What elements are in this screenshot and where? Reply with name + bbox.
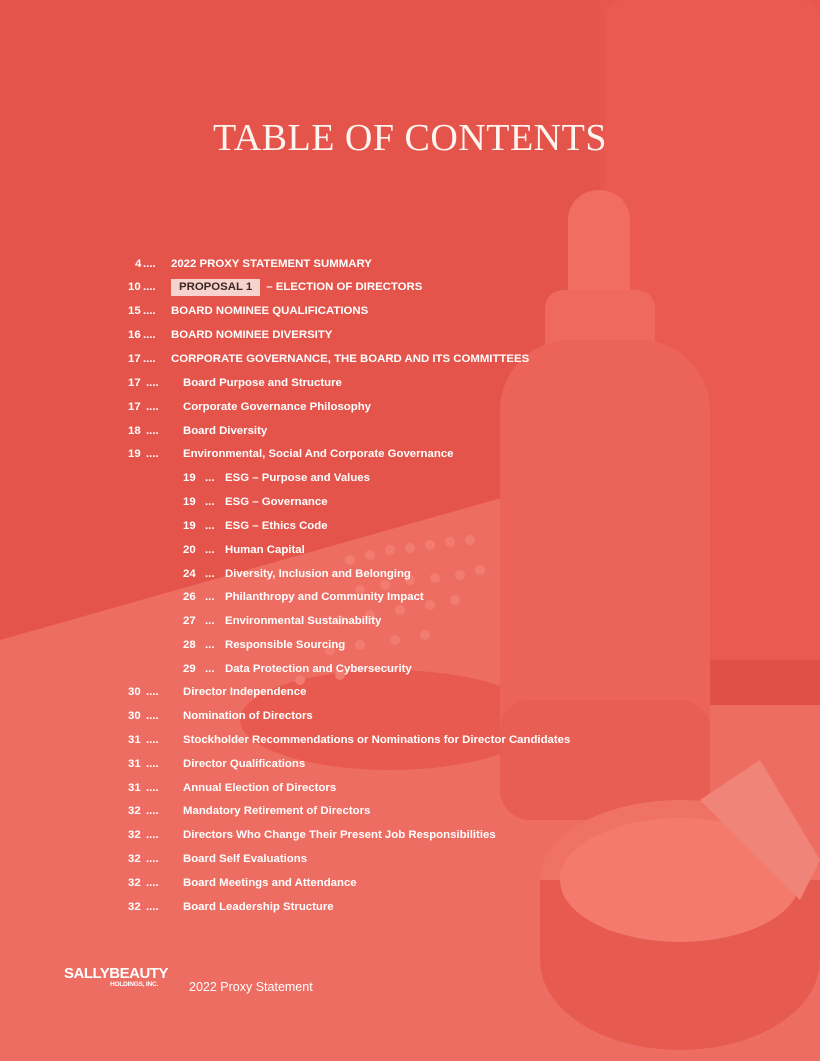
toc-page-number: 31 [128,734,141,746]
toc-page-number: 32 [128,853,141,865]
toc-entry[interactable] [0,398,640,416]
toc-page-number: 17 [128,377,141,389]
logo-subtitle: HOLDINGS, INC. [110,981,159,988]
toc-leader-dots: .... [143,329,156,341]
toc-page-number: 17 [128,353,141,365]
toc-page-number: 32 [128,901,141,913]
toc-leader-dots: .... [146,877,159,889]
toc-entry[interactable] [0,850,640,868]
toc-page-number: 16 [128,329,141,341]
toc-label: Board Purpose and Structure [183,377,342,389]
toc-leader-dots: .... [146,901,159,913]
toc-page-number: 32 [128,805,141,817]
toc-entry[interactable] [0,612,640,630]
toc-label: CORPORATE GOVERNANCE, THE BOARD AND ITS COMMITTEES [171,353,530,365]
toc-entry[interactable] [0,802,640,820]
toc-entry[interactable] [0,588,640,606]
toc-entry[interactable] [0,874,640,892]
toc-entry[interactable] [0,826,640,844]
toc-entry[interactable] [0,374,640,392]
company-logo [64,966,168,989]
toc-page-number: 32 [128,877,141,889]
toc-leader-dots: ... [205,663,215,675]
toc-leader-dots: .... [143,305,156,317]
toc-label: Mandatory Retirement of Directors [183,805,371,817]
toc-leader-dots: ... [205,615,215,627]
toc-page-number: 20 [183,544,196,556]
toc-entry[interactable] [0,707,640,725]
toc-leader-dots: .... [146,710,159,722]
toc-leader-dots: .... [146,686,159,698]
toc-label: Environmental Sustainability [225,615,382,627]
toc-label: Board Diversity [183,425,268,437]
proposal-badge: PROPOSAL 1 [171,279,260,296]
toc-page-number: 30 [128,710,141,722]
toc-entry[interactable] [0,779,640,797]
toc-label: Data Protection and Cybersecurity [225,663,412,675]
toc-label: Director Independence [183,686,307,698]
toc-page-number: 28 [183,639,196,651]
toc-leader-dots: .... [146,734,159,746]
footer-document-title: 2022 Proxy Statement [189,980,313,994]
toc-page-number: 29 [183,663,196,675]
toc-page-number: 24 [183,568,196,580]
toc-page-number: 19 [183,472,196,484]
toc-leader-dots: .... [146,377,159,389]
toc-leader-dots: ... [205,591,215,603]
toc-entry[interactable] [0,350,640,368]
toc-label: ESG – Governance [225,496,328,508]
toc-page-number: 17 [128,401,141,413]
toc-entry[interactable] [0,255,640,273]
toc-entry[interactable] [0,755,640,773]
toc-page-number: 19 [183,520,196,532]
toc-label: Stockholder Recommendations or Nominations for Director Candidates [183,734,571,746]
toc-page-number: 31 [128,782,141,794]
toc-label: Director Qualifications [183,758,306,770]
toc-label: Human Capital [225,544,305,556]
toc-entry[interactable] [0,517,640,535]
toc-leader-dots: ... [205,568,215,580]
toc-page-number: 26 [183,591,196,603]
toc-page-number: 15 [128,305,141,317]
toc-leader-dots: ... [205,639,215,651]
toc-page-number: 19 [128,448,141,460]
toc-entry[interactable] [0,683,640,701]
toc-leader-dots: .... [146,782,159,794]
toc-label: Philanthropy and Community Impact [225,591,424,603]
toc-page-number: 19 [183,496,196,508]
toc-label: Environmental, Social And Corporate Governance [183,448,454,460]
toc-label: ESG – Ethics Code [225,520,328,532]
toc-label: BOARD NOMINEE QUALIFICATIONS [171,305,369,317]
toc-label-text: – ELECTION OF DIRECTORS [266,281,423,293]
toc-page-number: 18 [128,425,141,437]
toc-entry[interactable] [0,493,640,511]
toc-page-number: 4 [135,258,142,270]
toc-leader-dots: ... [205,472,215,484]
toc-leader-dots: .... [146,805,159,817]
toc-label: Board Meetings and Attendance [183,877,357,889]
toc-entry[interactable] [0,302,640,320]
toc-label: BOARD NOMINEE DIVERSITY [171,329,333,341]
toc-page-number: 30 [128,686,141,698]
toc-entry[interactable] [0,422,640,440]
toc-label: 2022 PROXY STATEMENT SUMMARY [171,258,372,270]
toc-entry[interactable] [0,445,640,463]
toc-leader-dots: .... [146,758,159,770]
toc-leader-dots: .... [146,853,159,865]
toc-leader-dots: .... [143,258,156,270]
toc-label [171,278,422,296]
toc-leader-dots: .... [146,425,159,437]
toc-leader-dots: .... [146,829,159,841]
toc-page-number: 27 [183,615,196,627]
toc-entry[interactable] [0,278,640,296]
toc-entry[interactable] [0,469,640,487]
toc-page-number: 32 [128,829,141,841]
toc-leader-dots: ... [205,544,215,556]
toc-entry[interactable] [0,660,640,678]
toc-label: Directors Who Change Their Present Job Responsibilities [183,829,496,841]
toc-entry[interactable] [0,565,640,583]
toc-label: Responsible Sourcing [225,639,346,651]
toc-leader-dots: ... [205,496,215,508]
toc-entry[interactable] [0,541,640,559]
toc-entry[interactable] [0,326,640,344]
toc-entry[interactable] [0,731,640,749]
toc-label: Board Leadership Structure [183,901,334,913]
toc-leader-dots: .... [146,401,159,413]
toc-label: Nomination of Directors [183,710,313,722]
page-title: TABLE OF CONTENTS [213,117,607,159]
toc-leader-dots: ... [205,520,215,532]
toc-entry[interactable] [0,898,640,916]
toc-label: Annual Election of Directors [183,782,337,794]
toc-label: ESG – Purpose and Values [225,472,370,484]
toc-label: Corporate Governance Philosophy [183,401,371,413]
toc-leader-dots: .... [143,281,156,293]
toc-page-number: 31 [128,758,141,770]
toc-label: Board Self Evaluations [183,853,308,865]
toc-label: Diversity, Inclusion and Belonging [225,568,411,580]
toc-leader-dots: .... [143,353,156,365]
toc-entry[interactable] [0,636,640,654]
logo-wordmark: SALLYBEAUTY [64,965,168,982]
toc-page-number: 10 [128,281,141,293]
toc-leader-dots: .... [146,448,159,460]
